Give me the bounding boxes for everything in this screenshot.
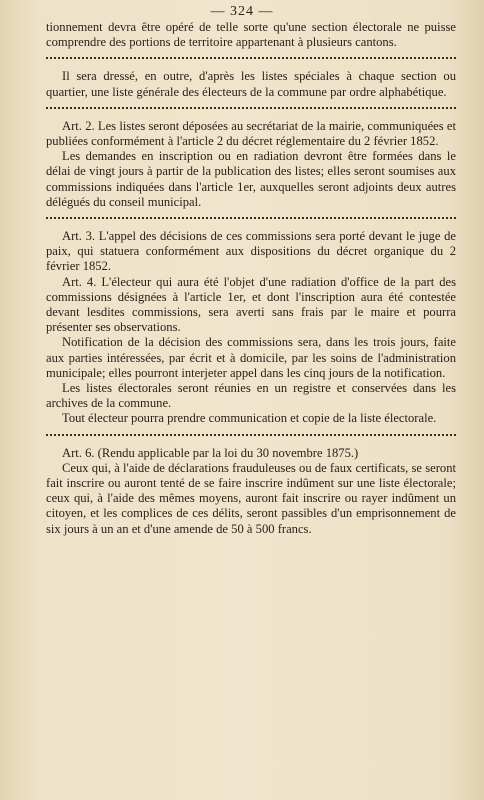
paragraph-registre: Les listes électorales seront réunies en un registre et conservées dans les archives de la commune. xyxy=(46,381,456,411)
dotted-separator xyxy=(46,434,456,438)
paragraph-art-2: Art. 2. Les listes seront déposées au secrétariat de la mairie, communiquées et publiées conformément à l'article 2 du décret réglementaire du 2 février 1852. xyxy=(46,118,456,149)
page-number: — 324 — xyxy=(210,4,274,19)
paragraph-communication: Tout électeur pourra prendre communication et copie de la liste électorale. xyxy=(62,411,437,426)
page-body xyxy=(46,20,456,537)
paragraph-continuation: tionnement devra être opéré de telle sorte qu'une section électorale ne puisse comprendre des portions de territoire appartenant à plusieurs cantons. xyxy=(46,20,456,50)
dotted-separator xyxy=(46,217,456,221)
paragraph-demandes: Les demandes en inscription ou en radiation devront être formées dans le délai de vingt jours à partir de la publication des listes; elles seront soumises aux commissions indiquées dans l'article 1er, auxquelles seront adjoints deux autres délégués du conseil municipal. xyxy=(46,149,456,209)
paragraph-notification: Notification de la décision des commissions sera, dans les trois jours, faite aux parties intéressées, par écrit et à domicile, par les soins de l'administration municipale; elles pourront interjeter appel dans les cinq jours de la notification. xyxy=(46,335,456,380)
dotted-separator xyxy=(46,107,456,111)
dotted-separator xyxy=(46,57,456,61)
paragraph-art-6-heading: Art. 6. (Rendu applicable par la loi du 30 novembre 1875.) xyxy=(62,445,359,460)
paragraph-art-4: Art. 4. L'électeur qui aura été l'objet d'une radiation d'office de la part des commissions désignées à l'article 1er, et dont l'inscription aura été contestée devant lesdites commissions, sera averti sans frais par le maire et pourra présenter ses observations. xyxy=(46,274,456,335)
paragraph-art-6-body: Ceux qui, à l'aide de déclarations frauduleuses ou de faux certificats, se seront fait inscrire ou auront tenté de se faire inscrire indûment sur une liste électorale; ceux qui, à l'aide des mêmes moyens, auront fait inscrire ou rayer indûment un citoyen, et les complices de ces délits, seront passibles d'un emprisonnement de six jours à un an et d'une amende de 50 à 500 francs. xyxy=(46,460,456,536)
paragraph-art-3: Art. 3. L'appel des décisions de ces commissions sera porté devant le juge de paix, qui statuera conformément aux dispositions du décret organique du 2 février 1852. xyxy=(46,229,456,274)
paragraph-general-list: Il sera dressé, en outre, d'après les listes spéciales à chaque section ou quartier, une liste générale des électeurs de la commune par ordre alphabétique. xyxy=(46,69,456,99)
